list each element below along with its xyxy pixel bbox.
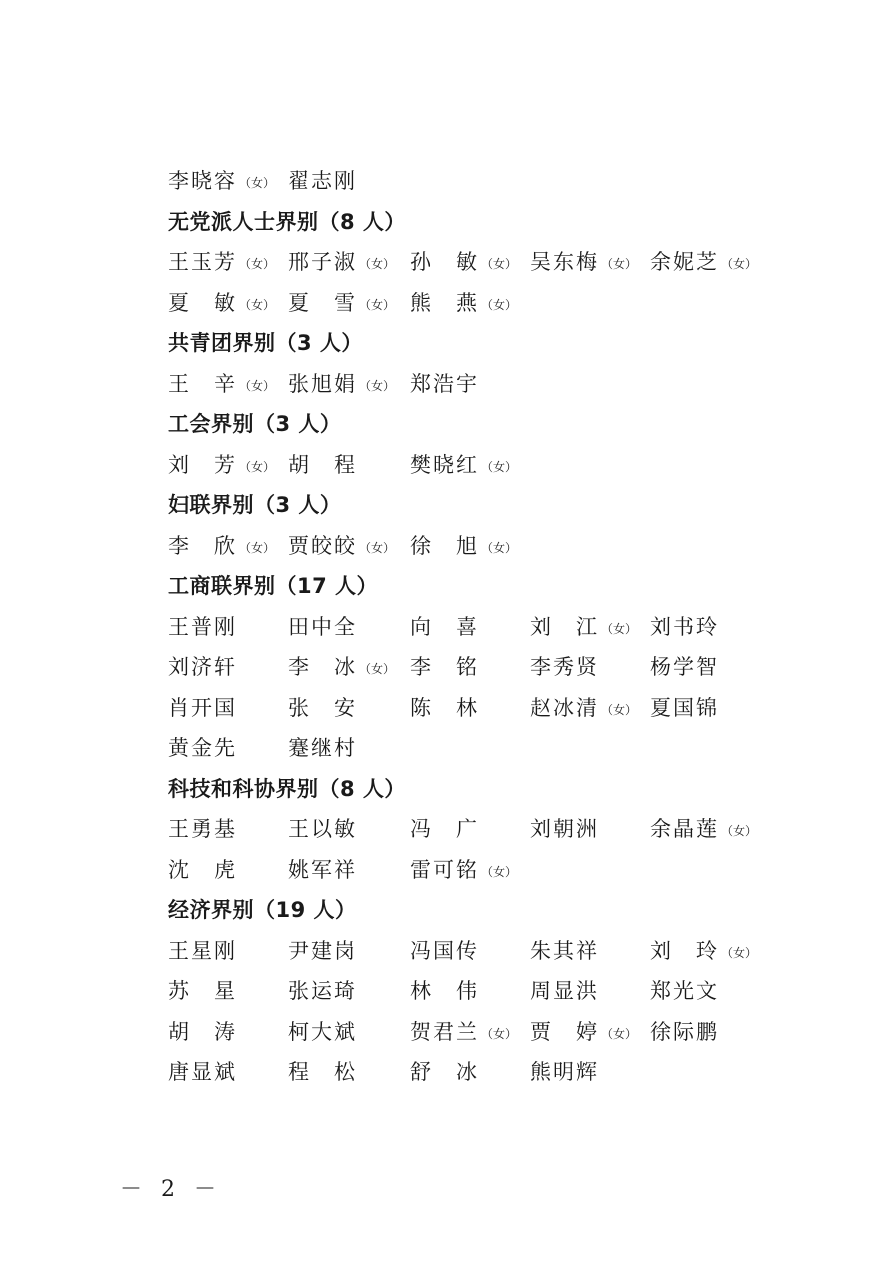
female-mark: （女）	[359, 297, 396, 312]
section-title: 无党派人士界别（8 人）	[168, 209, 406, 234]
member-entry	[530, 647, 599, 688]
page-number: － 2 －	[120, 1177, 222, 1202]
female-mark: （女）	[239, 540, 276, 555]
member-entry	[410, 850, 517, 893]
member-name: 尹建岗	[288, 938, 357, 963]
member-name: 柯大斌	[288, 1019, 357, 1044]
member-entry	[410, 1012, 517, 1055]
member-entry	[650, 971, 719, 1012]
member-name: 张旭娟	[288, 371, 357, 396]
member-entry	[288, 971, 357, 1012]
member-name: 徐际鹏	[650, 1019, 719, 1044]
member-name: 余晶莲	[650, 817, 719, 841]
name-row	[168, 647, 808, 688]
member-name: 刘济轩	[168, 655, 237, 679]
member-entry	[288, 647, 395, 690]
member-name: 李晓容	[168, 169, 237, 193]
member-name: 王以敏	[288, 817, 357, 841]
member-name: 姚军祥	[288, 857, 357, 882]
name-row	[168, 607, 808, 648]
name-row	[168, 526, 808, 567]
member-entry	[530, 242, 637, 285]
member-name: 林 伟	[410, 979, 479, 1003]
member-name: 徐 旭	[410, 533, 479, 558]
member-entry	[650, 931, 757, 974]
member-entry	[410, 607, 479, 648]
member-name: 翟志刚	[288, 169, 357, 193]
member-entry	[410, 526, 517, 569]
member-entry	[168, 1012, 237, 1053]
female-mark: （女）	[481, 459, 518, 474]
member-name: 向 喜	[410, 614, 479, 639]
member-entry	[288, 1012, 357, 1053]
member-name: 田中全	[288, 614, 357, 639]
member-name: 冯国传	[410, 938, 479, 963]
member-name: 夏国锦	[650, 695, 719, 720]
member-entry	[410, 688, 479, 729]
member-name: 程 松	[288, 1060, 357, 1084]
member-entry	[288, 364, 395, 407]
member-name: 郑光文	[650, 979, 719, 1003]
member-entry	[168, 971, 237, 1012]
section-title: 工商联界别（17 人）	[168, 574, 379, 598]
member-name: 赵冰清	[530, 695, 599, 720]
section-title: 工会界别（3 人）	[168, 412, 342, 436]
member-entry	[410, 283, 517, 326]
female-mark: （女）	[721, 945, 758, 960]
member-entry	[410, 809, 479, 850]
member-entry	[288, 161, 357, 202]
female-mark: （女）	[239, 297, 276, 312]
name-row	[168, 161, 808, 202]
document-body	[168, 161, 808, 1093]
member-name: 王 辛	[168, 371, 237, 396]
member-entry	[650, 607, 719, 648]
member-entry	[168, 931, 237, 972]
member-entry	[168, 526, 275, 569]
member-entry	[168, 364, 275, 407]
section-title: 科技和科协界别（8 人）	[168, 776, 406, 801]
name-row	[168, 1052, 808, 1093]
member-name: 孙 敏	[410, 250, 479, 274]
member-entry	[168, 242, 275, 285]
member-entry	[410, 971, 479, 1012]
member-entry	[288, 526, 395, 569]
name-row	[168, 445, 808, 486]
female-mark: （女）	[481, 1026, 518, 1041]
member-name: 刘朝洲	[530, 817, 599, 841]
member-entry	[168, 161, 275, 204]
member-entry	[410, 647, 479, 688]
member-entry	[288, 850, 357, 891]
member-entry	[410, 445, 517, 488]
member-name: 夏 敏	[168, 290, 237, 315]
member-name: 吴东梅	[530, 250, 599, 274]
name-row	[168, 688, 808, 729]
section-title: 经济界别（19 人）	[168, 898, 357, 922]
member-name: 苏 星	[168, 979, 237, 1003]
member-name: 冯 广	[410, 817, 479, 841]
female-mark: （女）	[239, 257, 276, 271]
member-entry	[288, 688, 357, 729]
member-name: 夏 雪	[288, 290, 357, 315]
female-mark: （女）	[481, 297, 518, 312]
member-name: 胡 涛	[168, 1019, 237, 1044]
member-entry	[650, 242, 757, 285]
member-name: 王普刚	[168, 614, 237, 639]
member-entry	[650, 809, 757, 852]
member-name: 杨学智	[650, 655, 719, 679]
member-entry	[168, 607, 237, 648]
female-mark: （女）	[481, 864, 518, 879]
member-entry	[288, 283, 395, 326]
member-name: 蹇继村	[288, 736, 357, 760]
member-name: 张 安	[288, 695, 357, 720]
member-entry	[168, 283, 275, 326]
member-name: 周显洪	[530, 979, 599, 1003]
member-name: 刘书玲	[650, 614, 719, 639]
member-name: 贾 婷	[530, 1019, 599, 1044]
female-mark: （女）	[481, 540, 518, 555]
member-name: 雷可铭	[410, 857, 479, 882]
female-mark: （女）	[601, 621, 638, 636]
member-name: 贾皎皎	[288, 533, 357, 558]
member-entry	[288, 607, 357, 648]
female-mark: （女）	[359, 257, 396, 271]
member-entry	[168, 647, 237, 688]
member-entry	[410, 931, 479, 972]
member-name: 张运琦	[288, 979, 357, 1003]
female-mark: （女）	[239, 459, 276, 474]
member-name: 黄金先	[168, 736, 237, 760]
name-row	[168, 1012, 808, 1053]
member-name: 樊晓红	[410, 452, 479, 477]
member-entry	[168, 1052, 237, 1093]
member-entry	[530, 809, 599, 850]
section-title: 共青团界别（3 人）	[168, 331, 363, 355]
name-row	[168, 728, 808, 769]
member-entry	[650, 688, 719, 729]
member-entry	[650, 647, 719, 688]
member-name: 邢子淑	[288, 250, 357, 274]
name-row	[168, 971, 808, 1012]
member-entry	[168, 728, 237, 769]
member-name: 熊 燕	[410, 290, 479, 315]
member-entry	[288, 1052, 357, 1093]
member-name: 陈 林	[410, 695, 479, 720]
female-mark: （女）	[721, 257, 758, 271]
name-row	[168, 283, 808, 324]
member-name: 李秀贤	[530, 655, 599, 679]
member-name: 朱其祥	[530, 938, 599, 963]
member-entry	[288, 809, 357, 850]
member-entry	[530, 971, 599, 1012]
member-name: 刘 玲	[650, 938, 719, 963]
female-mark: （女）	[239, 176, 276, 190]
member-name: 余妮芝	[650, 250, 719, 274]
member-entry	[288, 242, 395, 285]
member-entry	[410, 364, 479, 405]
member-name: 熊明辉	[530, 1060, 599, 1084]
member-entry	[288, 728, 357, 769]
female-mark: （女）	[721, 824, 758, 838]
member-name: 舒 冰	[410, 1060, 479, 1084]
female-mark: （女）	[359, 378, 396, 393]
name-row	[168, 364, 808, 405]
name-row	[168, 809, 808, 850]
member-entry	[530, 1052, 599, 1093]
name-row	[168, 242, 808, 283]
member-entry	[168, 809, 237, 850]
female-mark: （女）	[359, 662, 396, 676]
member-name: 肖开国	[168, 695, 237, 720]
member-entry	[650, 1012, 719, 1053]
female-mark: （女）	[601, 1026, 638, 1041]
member-name: 唐显斌	[168, 1060, 237, 1084]
member-name: 王星刚	[168, 938, 237, 963]
member-entry	[530, 607, 637, 650]
member-name: 贺君兰	[410, 1019, 479, 1044]
member-name: 沈 虎	[168, 857, 237, 882]
member-name: 胡 程	[288, 452, 357, 477]
member-entry	[410, 1052, 479, 1093]
female-mark: （女）	[601, 702, 638, 717]
member-entry	[168, 445, 275, 488]
member-name: 刘 芳	[168, 452, 237, 477]
member-entry	[530, 1012, 637, 1055]
member-entry	[168, 850, 237, 891]
member-name: 刘 江	[530, 614, 599, 639]
member-entry	[168, 688, 237, 729]
member-name: 王勇基	[168, 817, 237, 841]
member-name: 王玉芳	[168, 250, 237, 274]
member-entry	[530, 931, 599, 972]
section-title: 妇联界别（3 人）	[168, 493, 342, 517]
female-mark: （女）	[239, 378, 276, 393]
female-mark: （女）	[359, 540, 396, 555]
member-name: 李 铭	[410, 655, 479, 679]
member-entry	[288, 931, 357, 972]
name-row	[168, 850, 808, 891]
member-entry	[530, 688, 637, 731]
name-row	[168, 931, 808, 972]
member-entry	[410, 242, 517, 285]
female-mark: （女）	[481, 257, 518, 271]
female-mark: （女）	[601, 257, 638, 271]
member-name: 李 欣	[168, 533, 237, 558]
member-name: 郑浩宇	[410, 371, 479, 396]
member-entry	[288, 445, 357, 486]
member-name: 李 冰	[288, 655, 357, 679]
